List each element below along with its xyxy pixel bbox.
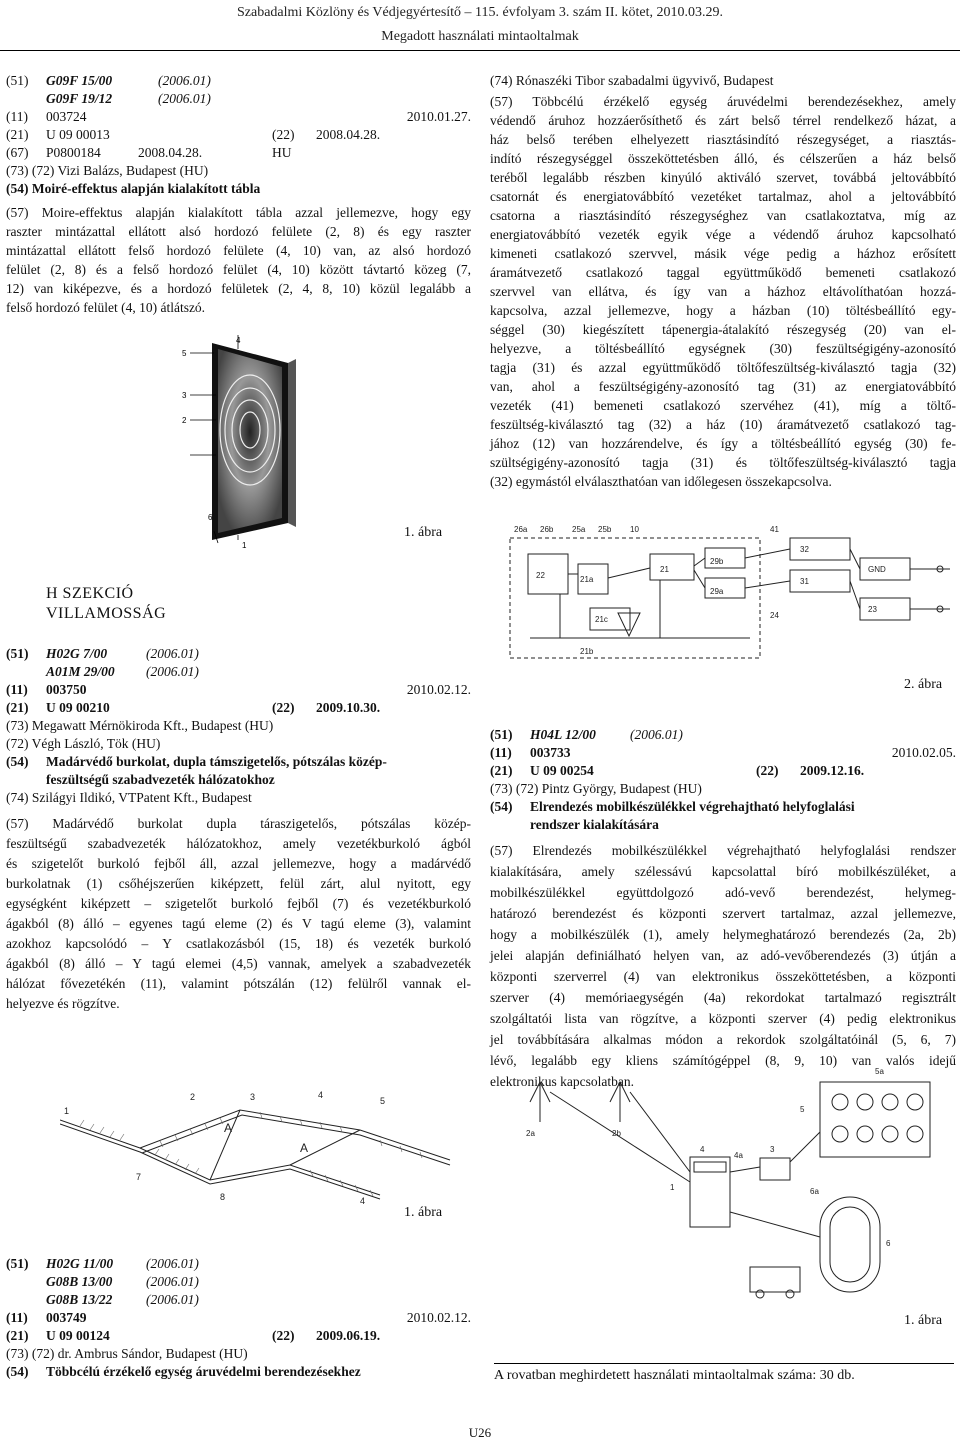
abstract-line: (57) Elrendezés mobilkészülékkel végrehajtható helyfoglalási rendszer [490,843,956,858]
abstract-line: szerver (4) memóriaegységén (4a) rekordokat tartalmazó regisztrált [490,990,956,1005]
abstract-line: jához (12) van hozzárendelve, és így a töltésbeállító egység (30) fe- [490,436,956,451]
field-code: (21) [6,127,29,142]
classification-line [6,72,471,90]
abstract-line: feszültség-kiválasztó tag (32) a ház (10) áramátvezető csatlakozó tag- [490,417,956,432]
figure-label: 1 [670,1183,675,1192]
field-code: (51) [6,73,29,88]
registration-number: 003750 [46,682,87,697]
figure-caption: 2. ábra [904,677,943,692]
figure-caption: 1. ábra [404,1205,443,1220]
abstract-line: 12) van kiképezve, és a hordozó felületek (2, 4, 8, 10) közül legalább a [6,281,471,296]
figure-label: 21a [580,575,594,584]
abstract-line: burkolatnak (1) csőhéjszerűen kiképzett, felül zárt, alul nyitott, egy [6,876,471,891]
figure-label: 3 [182,391,187,400]
abstract-line: csatorna a riasztásindító részegységhez van csatlakoztatva, míg az [490,208,956,223]
section-title: H SZEKCIÓ [46,585,134,602]
abstract-line: lévő, legalább egy kliens számítógéppel (8, 9, 10) van valós idejű [490,1053,956,1068]
abstract-line: raszter mintázattal ellátott alsó hordozó felülete (2, 8) és egy raszter [6,224,471,239]
abstract-line: szervvel van ellátva, és így van a házhoz eltávolíthatóan hozzá- [490,284,956,299]
entry-4 [490,726,956,1094]
abstract-line: tagja (31) és azzal együttműködő töltőfeszültség-kiválasztó tagja (32) [490,360,956,375]
field-code: (51) [490,727,513,742]
figure-label: 4 [700,1145,705,1154]
number-line [6,1309,471,1327]
figure-label: 21 [660,565,669,574]
abstract-line: mobilkészülékkel együttdolgozó adó-vevő berendezést, helymeg- [490,885,956,900]
title-line [6,753,471,771]
figure-label: 8 [220,1192,226,1202]
moire-board-figure [180,335,320,550]
abstract-line: szolgáltatói lista van rögzítve, a központi szerver (4) pedig elektronikus [490,1011,956,1026]
title-text: Elrendezés mobilkészülékkel végrehajtható helyfoglalási [530,799,855,814]
registration-date: 2010.02.12. [406,1310,471,1325]
abstract-line: (57) Madárvédő burkolat dupla táraszigetelős, pótszálas közép- [6,816,471,831]
figure-label: 31 [800,577,809,586]
number-line [6,681,471,699]
abstract-line: védendő áruhoz hozzáerősíthető és zárt belső térrel rendelkező házat, a [490,113,956,128]
application-number: U 09 00013 [46,127,110,142]
figure-label: 6 [208,513,213,522]
circuit-diagram-figure [500,518,955,668]
field-code: (22) [272,700,295,715]
title-line [6,771,471,789]
classification-line [6,90,471,108]
abstract-line: energiatovábbító vezeték egyik vége a védendő áruhoz kapcsolható [490,227,956,242]
application-number: U 09 00124 [46,1328,110,1343]
application-line [490,762,956,780]
abstract-line: azokhoz kapcsolódó – Y csatlakozásból (15, 18) és vezeték burkoló [6,936,471,951]
title-text: rendszer kialakítására [530,817,659,832]
filing-date: 2009.12.16. [800,763,865,778]
holder-line: (73) (72) Vizi Balázs, Budapest (HU) [6,163,209,178]
abstract-line: vezeték (41) bemeneti csatlakozó szervéhez (41), míg a töltő- [490,398,956,413]
parent-date: 2008.04.28. [138,145,203,160]
entry-3 [6,1255,471,1381]
classification-line [6,645,471,663]
abstract-line: jelei alapján definiálható helyen van, az adó-vevőberendezés (3) útján a [490,948,956,963]
abstract-line: indító részegységgel összeköttetésben álló, és célszerűen a ház belső [490,151,956,166]
abstract [6,815,471,1015]
abstract-line: csatornát és energiatovábbító vezetéket tartalmaz, ahol a jeltovábbító [490,189,956,204]
field-code: (22) [272,1328,295,1343]
classification-line [490,726,956,744]
title-text: Madárvédő burkolat, dupla támszigetelős, pótszálas közép- [46,754,387,769]
ipc-class: A01M 29/00 [46,664,115,679]
ipc-class: G08B 13/00 [46,1274,113,1289]
figure-label: 21b [580,647,594,656]
field-code: (51) [6,646,29,661]
abstract-line: helyezve és rögzítve. [6,996,120,1011]
application-line [6,699,471,717]
figure-label: 6a [810,1187,819,1196]
field-code: (11) [6,109,28,124]
ipc-date: (2006.01) [146,1274,199,1289]
abstract-line: jel továbbítására alkalmas módon a rekordok szolgáltatóinál (5, 6, 7) [490,1032,956,1047]
figure-label: 4 [318,1090,324,1100]
abstract-line: egységként kiképzett – szigetelőt burkoló fejből (7) és vezetékburkoló [6,896,471,911]
ipc-class: H02G 7/00 [46,646,108,661]
filing-date: 2008.04.28. [316,127,381,142]
owner-line: (73) Megawatt Mérnökiroda Kft., Budapest (HU) [6,718,274,733]
abstract-line: kialakítására, amely szélessávú kapcsolattal bíró mobilkészüléket, a [490,864,956,879]
title-line [490,816,956,834]
title-line [6,1363,471,1381]
figure-label: 26b [540,525,554,534]
field-code: (21) [6,1328,29,1343]
abstract-line: helyezve, a töltésbeállító egységnek (30) feszültségigény-azonosító [490,341,956,356]
field-code: (21) [490,763,513,778]
figure-label: 3 [250,1092,256,1102]
ipc-class: G09F 15/00 [46,73,113,88]
abstract-line: kimeneti csatlakozó szervvel, másik vége pedig a házhoz erősített [490,246,956,261]
journal-header: Szabadalmi Közlöny és Védjegyértesítő – 115. évfolyam 3. szám II. kötet, 2010.03.29. [236,5,723,20]
abstract-line: felső hordozó felület (4, 10) átlátszó. [6,300,206,315]
application-line [6,1327,471,1345]
abstract-line: teréből legalább részben kinyúló aktiváló szervet, továbbá jeltovábbító [490,170,956,185]
figure-label: 29b [710,557,724,566]
classification-line [6,663,471,681]
ipc-date: (2006.01) [146,1292,199,1307]
header-rule [0,50,960,51]
figure-label: 5 [800,1105,805,1114]
title-text: feszültségű szabadvezeték hálózatokhoz [46,772,275,787]
figure-label: 21c [595,615,608,624]
registration-number: 003724 [46,109,87,124]
figure-label: 7 [136,1172,142,1182]
figure-label: 2 [190,1092,196,1102]
registration-date: 2010.01.27. [406,109,471,124]
field-code: (67) [6,145,29,160]
filing-date: 2009.10.30. [316,700,381,715]
agent-line: (74) Rónaszéki Tibor szabadalmi ügyvivő, Budapest [490,73,774,88]
country-code: HU [272,145,292,160]
figure-caption: 1. ábra [904,1313,943,1328]
abstract-line: (32) egymástól elválaszthatóan van időlegesen összekapcsolva. [490,474,832,489]
figure-label: 2a [526,1129,535,1138]
figure-label: 23 [868,605,877,614]
field-code: (54) [6,1364,29,1379]
abstract-line: (57) Többcélú érzékelő egység áruvédelmi berendezésekhez, amely [490,94,956,109]
figure-label: 2 [182,416,187,425]
figure-label: 4 [236,336,241,345]
holder-line: (73) (72) Pintz György, Budapest (HU) [490,781,702,796]
inventor-line: (72) Végh László, Tök (HU) [6,736,161,751]
abstract-line: ház belső terében elhelyezett riasztásindító részegységet, a riasztás- [490,132,956,147]
figure-label: 4 [360,1196,366,1206]
page-number: U26 [468,1425,492,1440]
figure-label: 32 [800,545,809,554]
figure-label: 29a [710,587,724,596]
field-code: (54) [6,754,29,769]
application-number: U 09 00254 [530,763,594,778]
abstract-line: hogy a mobilkészülék (1), amely helymeghatározó berendezés (2a, 2b) [490,927,956,942]
agent-line: (74) Szilágyi Ildikó, VTPatent Kft., Budapest [6,790,252,805]
figure-label: A [300,1141,309,1155]
mobile-system-figure [520,1062,940,1314]
abstract-line: (57) Moire-effektus alapján kialakított tábla azzal jellemezve, hogy egy [6,205,471,220]
field-code: (51) [6,1256,29,1271]
abstract-line: feszültségű szabadvezeték hálózatokhoz, amely vezetékburkoló ágból [6,836,471,851]
abstract [490,842,956,1094]
figure-label: 22 [536,571,545,580]
field-code: (22) [272,127,295,142]
abstract [6,204,471,318]
ipc-class: G09F 19/12 [46,91,113,106]
abstract-line: határozó berendezést és központi szervert tartalmaz, azzal jellemezve, [490,906,956,921]
abstract-line: kapcsolva, azzal jellemezve, hogy a házban (10) töltésbeállító egy- [490,303,956,318]
figure-label: A [224,1121,233,1135]
section-subtitle: VILLAMOSSÁG [46,605,167,622]
field-code: (11) [6,682,28,697]
figure-label: 10 [630,525,639,534]
ipc-date: (2006.01) [146,664,199,679]
abstract-line: szültségigény-azonosító tagja (31) és töltőfeszültség-kiválasztó tagja [490,455,956,470]
ipc-class: H02G 11/00 [46,1256,114,1271]
application-number: U 09 00210 [46,700,110,715]
classification-line [6,1291,471,1309]
title-line [490,798,956,816]
classification-line [6,1273,471,1291]
application-line [6,126,471,144]
abstract-line: van, ahol a feszültségigény-azonosító tag (31) az energiatovábbító [490,379,956,394]
figure-label: GND [868,565,886,574]
parent-line [6,144,471,162]
figure-label: 41 [770,525,779,534]
registration-number: 003733 [530,745,571,760]
section-header: Megadott használati mintaoltalmak [381,29,579,44]
abstract-line: ágakból (8) álló – Y tagú elemei (4,5) vannak, amelyek a szabadvezeték [6,956,471,971]
title-text: Többcélú érzékelő egység áruvédelmi berendezésekhez [46,1364,361,1379]
figure-label: 6 [886,1239,891,1248]
number-line [490,744,956,762]
abstract-line: felület (2, 8) és a felső hordozó felület (4, 10) között távtartó közeg (7, [6,262,471,277]
ipc-class: H04L 12/00 [530,727,596,742]
ipc-date: (2006.01) [630,727,683,742]
field-code: (11) [6,1310,28,1325]
abstract-line: és szigetelőt burkoló fejből áll, azzal jellemezve, hogy a madárvédő [6,856,471,871]
figure-label: 5 [380,1096,386,1106]
abstract-line: hálózat fővezetékén (11), valamint pótszálán (12) felülről vannak el- [6,976,471,991]
entry-1 [6,72,471,318]
title-line: (54) Moiré-effektus alapján kialakított tábla [6,181,261,196]
abstract-line: elektronikus kapcsolatban. [490,1074,634,1089]
figure-label: 4a [734,1151,743,1160]
bird-guard-figure [60,1070,460,1210]
field-code: (54) [490,799,513,814]
figure-label: 1 [64,1106,70,1116]
registration-date: 2010.02.12. [406,682,471,697]
entry-3-continued [490,72,956,492]
figure-label: 25a [572,525,586,534]
entry-2 [6,645,471,1015]
abstract-line: mintázattal ellátott felső hordozó felülete (4, 10) van, az alsó hordozó [6,243,471,258]
field-code: (11) [490,745,512,760]
ipc-date: (2006.01) [146,1256,199,1271]
ipc-class: G08B 13/22 [46,1292,113,1307]
abstract [490,93,956,492]
classification-line [6,1255,471,1273]
figure-label: 25b [598,525,612,534]
field-code: (21) [6,700,29,715]
summary-note: A rovatban meghirdetett használati mintaoltalmak száma: 30 db. [494,1363,954,1385]
abstract-line: séggel (30) kiegészített tápenergia-átalakító részegység (20) van el- [490,322,956,337]
registration-date: 2010.02.05. [891,745,956,760]
field-code: (22) [756,763,779,778]
holder-line: (73) (72) dr. Ambrus Sándor, Budapest (HU) [6,1346,248,1361]
abstract-line: áramátvezető csatlakozó taggal együttműködő bemeneti csatlakozó [490,265,956,280]
figure-label: 1 [242,541,247,550]
ipc-date: (2006.01) [146,646,199,661]
ipc-date: (2006.01) [158,91,211,106]
registration-number: 003749 [46,1310,87,1325]
figure-label: 24 [770,611,779,620]
ipc-date: (2006.01) [158,73,211,88]
filing-date: 2009.06.19. [316,1328,381,1343]
figure-label: 5a [875,1067,884,1076]
figure-label: 3 [770,1145,775,1154]
figure-caption: 1. ábra [404,525,443,540]
figure-label: 2b [612,1129,621,1138]
figure-label: 26a [514,525,528,534]
figure-label: 5 [182,349,187,358]
number-line [6,108,471,126]
parent-number: P0800184 [46,145,101,160]
abstract-line: ágakból (8) álló – egyenes tagú eleme (2) és V tagú eleme (3), valamint [6,916,471,931]
abstract-line: központi szerverrel (4) van elektronikus összeköttetésben, a központi [490,969,956,984]
